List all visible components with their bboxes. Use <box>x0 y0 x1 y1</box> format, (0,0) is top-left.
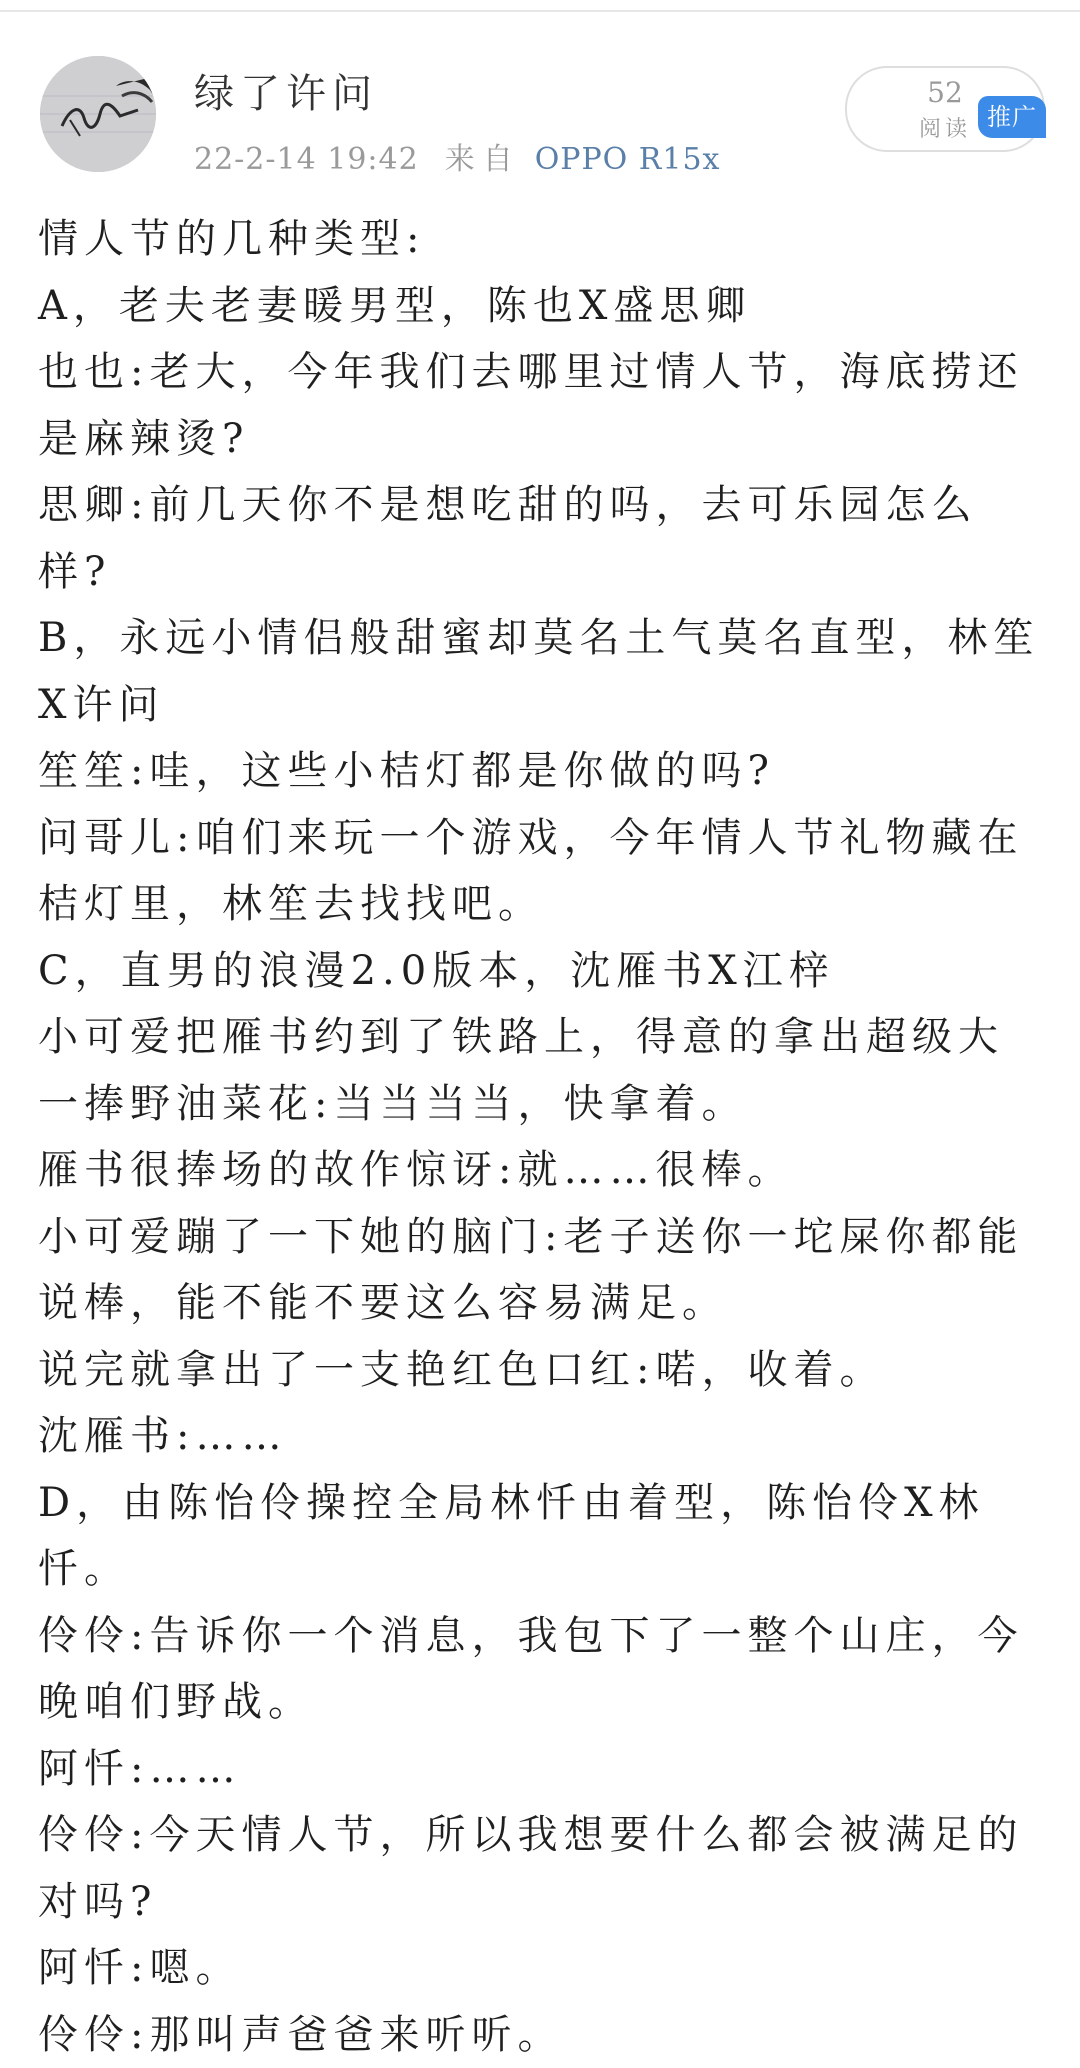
content-paragraph: B，永远小情侣般甜蜜却莫名土气莫名直型，林笙X许问 <box>38 605 1048 738</box>
read-label: 阅读 <box>847 112 1043 143</box>
device-link[interactable]: OPPO R15x <box>535 142 721 177</box>
content-paragraph: 情人节的几种类型: <box>38 206 1048 273</box>
content-paragraph: 也也:老大，今年我们去哪里过情人节，海底捞还是麻辣烫? <box>38 339 1048 472</box>
post-content <box>38 206 1048 2068</box>
timestamp: 22-2-14 19:42 <box>194 142 419 177</box>
content-paragraph: 小可爱把雁书约到了铁路上，得意的拿出超级大一捧野油菜花:当当当当，快拿着。 <box>38 1004 1048 1137</box>
content-paragraph: 伶伶:今天情人节，所以我想要什么都会被满足的对吗? <box>38 1802 1048 1935</box>
content-paragraph: 问哥儿:咱们来玩一个游戏，今年情人节礼物藏在桔灯里，林笙去找找吧。 <box>38 805 1048 938</box>
content-paragraph: 阿忏:…… <box>38 1736 1048 1803</box>
content-paragraph: 小可爱蹦了一下她的脑门:老子送你一坨屎你都能说棒，能不能不要这么容易满足。 <box>38 1204 1048 1337</box>
promo-button[interactable]: 推广 <box>978 96 1046 138</box>
content-paragraph: 伶伶:那叫声爸爸来听听。 <box>38 2002 1048 2068</box>
content-paragraph: 雁书很捧场的故作惊讶:就……很棒。 <box>38 1137 1048 1204</box>
content-paragraph: 伶伶:告诉你一个消息，我包下了一整个山庄，今晚咱们野战。 <box>38 1603 1048 1736</box>
avatar[interactable] <box>40 56 156 172</box>
username[interactable]: 绿了许问 <box>194 62 378 119</box>
content-paragraph: 笙笙:哇，这些小桔灯都是你做的吗? <box>38 738 1048 805</box>
content-paragraph: 思卿:前几天你不是想吃甜的吗，去可乐园怎么样? <box>38 472 1048 605</box>
content-paragraph: A，老夫老妻暖男型，陈也X盛思卿 <box>38 273 1048 340</box>
from-label: 来自 <box>445 142 521 177</box>
post-header <box>0 48 1080 188</box>
read-count: 52 <box>847 76 1043 109</box>
content-paragraph: 说完就拿出了一支艳红色口红:喏，收着。 <box>38 1337 1048 1404</box>
content-paragraph: D，由陈怡伶操控全局林忏由着型，陈怡伶X林忏。 <box>38 1470 1048 1603</box>
content-paragraph: 沈雁书:…… <box>38 1403 1048 1470</box>
top-divider <box>0 10 1080 12</box>
content-paragraph: C，直男的浪漫2.0版本，沈雁书X江梓 <box>38 938 1048 1005</box>
content-paragraph: 阿忏:嗯。 <box>38 1935 1048 2002</box>
post-meta <box>194 134 720 178</box>
signature-avatar-icon <box>40 56 156 172</box>
